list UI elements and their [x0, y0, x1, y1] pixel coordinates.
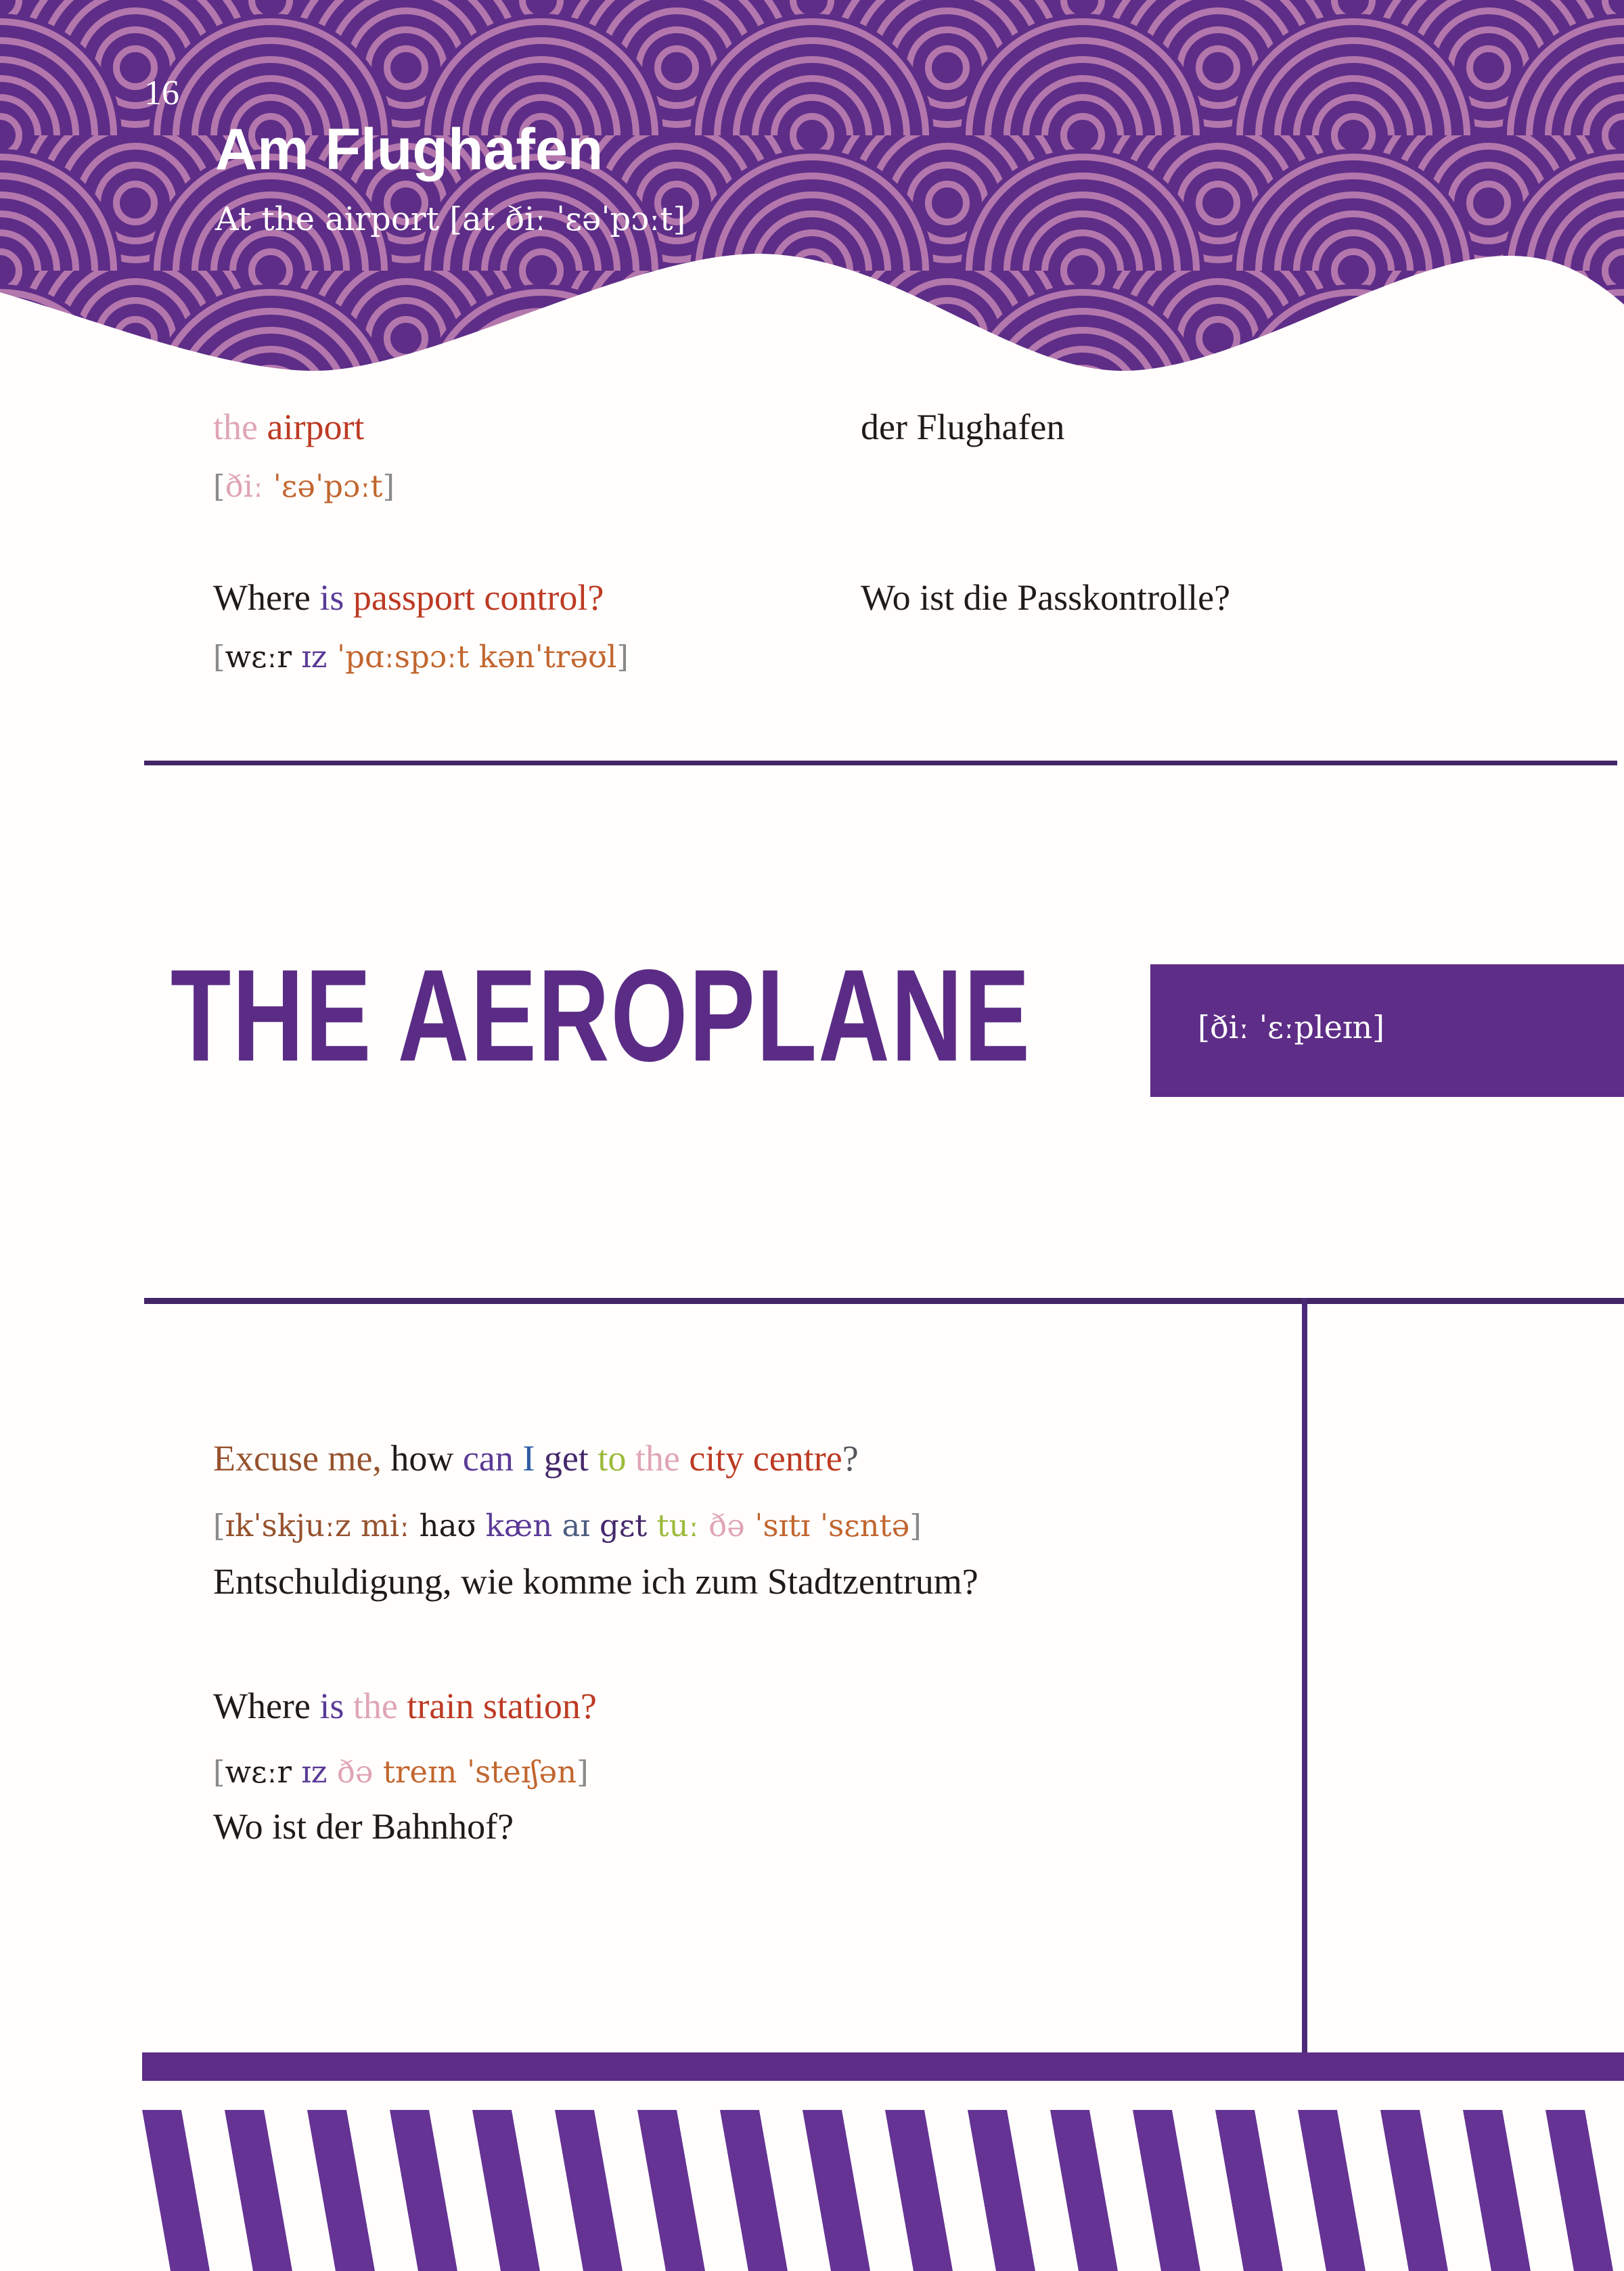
text-segment: ]	[616, 639, 629, 675]
text-segment: [	[213, 639, 225, 675]
vocab-question-german: Wo ist die Passkontrolle?	[861, 577, 1231, 618]
text-segment: tuː	[656, 1508, 709, 1544]
text-segment: train station	[407, 1686, 581, 1726]
text-segment: can	[462, 1438, 523, 1479]
text-segment: treɪn ˈsteɪʃən	[382, 1754, 577, 1790]
text-segment: I	[522, 1438, 544, 1479]
text-segment: ?	[580, 1686, 597, 1726]
text-segment: to	[597, 1438, 635, 1479]
text-segment: ]	[577, 1754, 589, 1790]
text-segment: ]	[909, 1508, 922, 1544]
text-segment: get	[543, 1438, 598, 1479]
text-segment: ðə	[336, 1754, 383, 1790]
footer-bar	[142, 2052, 1624, 2081]
text-segment: gɛt	[600, 1508, 657, 1544]
phrase-german: Wo ist der Bahnhof?	[213, 1806, 514, 1847]
text-segment: [	[213, 1754, 225, 1790]
header-title: Am Flughafen	[215, 117, 604, 182]
text-segment: is	[319, 1686, 353, 1726]
text-segment: city centre	[689, 1438, 842, 1479]
phrase-phonetics	[213, 1508, 922, 1544]
text-segment: how	[390, 1438, 463, 1479]
text-segment: ðə	[708, 1508, 755, 1544]
vocab-term-phonetics	[213, 468, 394, 504]
phrase-english	[213, 1685, 597, 1727]
vocab-question-phonetics	[213, 639, 629, 675]
text-segment: ]	[382, 468, 395, 504]
column-divider-vertical	[1302, 1298, 1307, 2056]
text-segment: [	[213, 468, 225, 504]
text-segment: ðiː	[225, 468, 273, 504]
vocab-term-english	[213, 406, 364, 448]
text-segment: ?	[842, 1438, 859, 1479]
text-segment: ɪkˈskjuːz miː	[225, 1508, 420, 1544]
text-segment: ˈɛəˈpɔːt	[273, 468, 383, 504]
text-segment: aɪ	[562, 1508, 600, 1544]
header-subtitle: At the airport [at ðiː ˈɛəˈpɔːt]	[215, 200, 686, 238]
text-segment: ɪz	[301, 1754, 337, 1790]
text-segment: wɛːr	[225, 1754, 302, 1790]
section-heading-ipa-box	[1150, 964, 1624, 1097]
vocab-term-german: der Flughafen	[861, 407, 1065, 447]
page-number: 16	[144, 74, 179, 112]
section-heading-text: THE AEROPLANE	[171, 941, 1032, 1089]
section-heading-ipa: [ðiː ˈɛːpleɪn]	[1198, 1009, 1385, 1045]
section-divider-bottom	[144, 1298, 1624, 1304]
phrase-phonetics	[213, 1754, 589, 1790]
text-segment: [	[213, 1508, 225, 1544]
text-segment: kæn	[485, 1508, 562, 1544]
text-segment: the	[213, 407, 267, 447]
text-segment: the	[353, 1686, 407, 1726]
text-segment: is	[319, 577, 353, 618]
vocab-question-english	[213, 577, 604, 619]
text-segment: passport control	[353, 577, 588, 618]
text-segment: wɛːr	[225, 639, 302, 675]
footer-stripes	[142, 2110, 1624, 2271]
text-segment: Where	[213, 577, 320, 618]
text-segment: Excuse me,	[213, 1438, 391, 1479]
header-wave-art	[0, 0, 1624, 392]
phrase-english	[213, 1437, 859, 1479]
phrase-german: Entschuldigung, wie komme ich zum Stadtzentrum?	[213, 1561, 978, 1602]
text-segment: ˈsɪtɪ ˈsɛntə	[754, 1508, 910, 1544]
text-segment: ˈpɑːspɔːt kənˈtrəʊl	[336, 639, 617, 675]
text-segment: the	[635, 1438, 690, 1479]
text-segment: Where	[213, 1686, 320, 1726]
text-segment: ?	[587, 577, 604, 618]
text-segment: haʊ	[419, 1508, 486, 1544]
text-segment: airport	[267, 407, 365, 447]
section-divider-top	[144, 761, 1617, 765]
text-segment: ɪz	[301, 639, 337, 675]
